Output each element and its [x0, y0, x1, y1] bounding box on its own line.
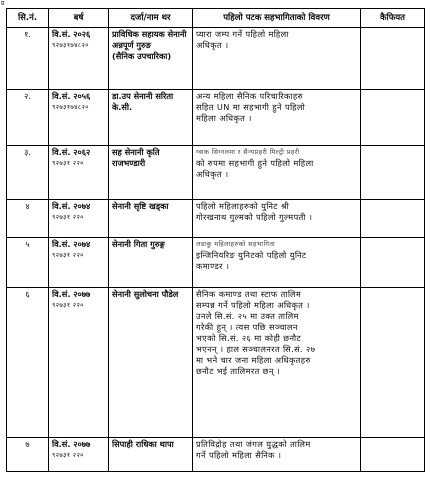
year-text: वि.सं. २०७७ — [52, 289, 91, 299]
description-line: अन्य महिला सैनिक परिचारिकाहरु — [196, 91, 303, 101]
table-row — [7, 146, 425, 200]
rank-name-line: सिपाही राधिका थापा — [112, 439, 174, 449]
year-cell — [49, 28, 109, 90]
first-women-record-table — [6, 8, 425, 472]
description-line: लडाकु महिलाहरुको सहभागिता — [196, 240, 276, 248]
description-cell — [193, 200, 361, 238]
description-cell — [193, 288, 361, 438]
year-subtext: ९२७३१ २२० — [52, 451, 84, 459]
serial-cell: ४ — [7, 200, 49, 238]
description-line: छनौट भई तालिमरत छन् । — [196, 366, 281, 376]
table-row — [7, 90, 425, 146]
description-cell — [193, 438, 361, 472]
remarks-cell — [361, 438, 425, 472]
rank-name-line: सेनानी सुलोचना पौडेल — [112, 289, 179, 299]
serial-cell: ५ — [7, 238, 49, 288]
description-cell — [193, 28, 361, 90]
description-line: भएनन् । हाल सञ्चालनरत सि.सं. २७ — [196, 344, 316, 354]
remarks-cell — [361, 288, 425, 438]
rank-name-line: सेनानी सृष्टि खड्का — [112, 201, 169, 211]
remarks-cell — [361, 146, 425, 200]
year-text: वि.सं. २०६२ — [52, 147, 91, 157]
year-text: वि.सं. २०७७ — [52, 439, 91, 449]
remarks-cell — [361, 200, 425, 238]
col-header-remarks: कैफियत — [361, 9, 425, 28]
rank-name-line: सेनानी गिता गुरुङ्ग — [112, 239, 165, 249]
remarks-cell — [361, 90, 425, 146]
col-header-description: पहिलो पटक सहभागिताको विवरण — [193, 9, 361, 28]
description-line: पहिलो महिलाहरुको युनिट श्री — [196, 201, 290, 211]
description-cell — [193, 90, 361, 146]
description-line: सहित UN मा सहभागी हुने पहिलो — [196, 102, 305, 112]
year-subtext: ९२७३१ २२० — [52, 301, 84, 309]
description-line: प्रतिविद्रोह तथा जंगल युद्धको तालिम — [196, 439, 311, 449]
year-text: वि.सं. २०७४ — [52, 239, 91, 249]
description-line: भएको सि.सं. २६ मा कोही छनौट — [196, 333, 302, 343]
col-header-year: बर्ष — [49, 9, 109, 28]
remarks-cell — [361, 28, 425, 90]
description-line: गर्ने पहिलो महिला सैनिक । — [196, 450, 282, 460]
description-line: सैनिक कमाण्ड तथा स्टाफ तालिम — [196, 289, 302, 299]
description-line: ग्वाक सिग्नलमा र सैन्यप्रहरी मिल्ट्री प्रहरी — [196, 148, 300, 156]
rank-name-cell — [109, 28, 193, 90]
rank-name-line: प्राविधिक सहायक सेनानी — [112, 29, 187, 39]
year-text: वि.सं. २०७४ — [52, 201, 91, 211]
rank-name-cell — [109, 238, 193, 288]
rank-name-cell — [109, 288, 193, 438]
rank-name-cell — [109, 90, 193, 146]
year-subtext: ९२७३१७४८२० — [52, 41, 89, 49]
description-line: इन्जिनियरिङ युनिटको पहिलो युनिट — [196, 250, 307, 260]
description-line: मा भने चार जना महिला अधिकृतहरु — [196, 355, 311, 365]
description-line: महिला अधिकृत । — [196, 113, 252, 123]
serial-cell: ७ — [7, 438, 49, 472]
serial-cell: ३. — [7, 146, 49, 200]
serial-cell: १. — [7, 28, 49, 90]
rank-name-cell — [109, 200, 193, 238]
table-row — [7, 28, 425, 90]
rank-name-cell — [109, 438, 193, 472]
table-row — [7, 238, 425, 288]
rank-name-line: अन्नपूर्ण गुरुङ — [112, 40, 152, 50]
year-cell — [49, 90, 109, 146]
rank-name-line: के.सी. — [112, 102, 133, 112]
rank-name-line: डा.उप सेनानी सरिता — [112, 91, 174, 101]
description-line: सम्पन्न गर्ने पहिलो महिला अधिकृत । — [196, 300, 310, 310]
description-line: उनले सि.सं. २५ मा उक्त तालिम — [196, 311, 299, 321]
serial-cell: २. — [7, 90, 49, 146]
description-line: प्यारा जम्प गर्ने पहिलो महिला — [196, 29, 289, 39]
year-cell — [49, 438, 109, 472]
corner-mark: प्र — [1, 0, 5, 7]
rank-name-line: राजभण्डारी — [112, 158, 146, 168]
year-cell — [49, 200, 109, 238]
description-line: को रुपमा सहभागी हुने पहिलो महिला — [196, 158, 314, 168]
rank-name-line: (सैनिक उपचारिका) — [112, 51, 172, 61]
description-line: कमाण्डर । — [196, 261, 230, 271]
table-row — [7, 288, 425, 438]
table-row — [7, 200, 425, 238]
description-line: अधिकृत । — [196, 40, 229, 50]
header-row — [7, 9, 425, 28]
year-text: वि.सं. २०५६ — [52, 91, 91, 101]
description-line: गोरखनाथ गुल्मको पहिलो गुल्मपती । — [196, 212, 313, 222]
year-subtext: ९२७३१ २२० — [52, 159, 84, 167]
description-cell — [193, 238, 361, 288]
year-cell — [49, 238, 109, 288]
year-subtext: ९२७३१७४८२० — [52, 103, 89, 111]
description-line: गरेकी हुन् । त्यस पछि सञ्चालन — [196, 322, 298, 332]
year-text: वि.सं. २०२६ — [52, 29, 91, 39]
rank-name-cell — [109, 146, 193, 200]
year-cell — [49, 146, 109, 200]
col-header-rank-name: दर्जा/नाम थर — [109, 9, 193, 28]
year-subtext: ९२७३१ २२० — [52, 213, 84, 221]
year-cell — [49, 288, 109, 438]
rank-name-line: सह सेनानी कृति — [112, 147, 160, 157]
col-header-serial: सि.नं. — [7, 9, 49, 28]
serial-cell: ६ — [7, 288, 49, 438]
description-cell — [193, 146, 361, 200]
remarks-cell — [361, 238, 425, 288]
description-line: अधिकृत । — [196, 169, 229, 179]
table-row — [7, 438, 425, 472]
year-subtext: ९२७३१ २२० — [52, 251, 84, 259]
